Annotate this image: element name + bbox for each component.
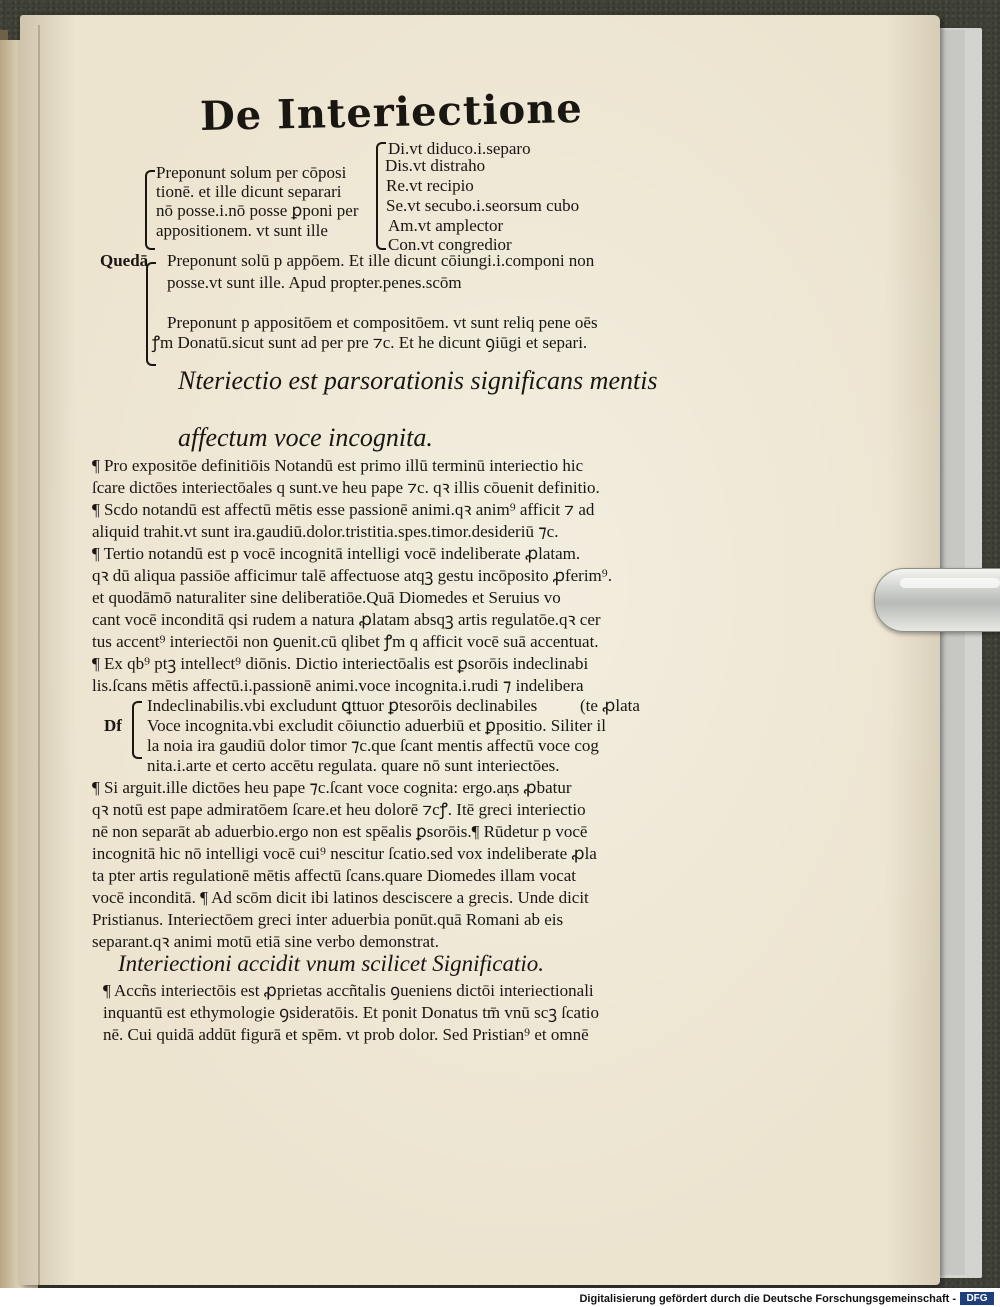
text-line: tionē. et ille dicunt separari [156, 182, 342, 201]
prefix-line: Di.vt diduco.i.separo [388, 139, 531, 158]
body-line: cant vocē inconditā qsi rudem a natura ꝓlatam absqꝫ artis regulatōe.qꝛ cer [92, 610, 601, 629]
body-line: inquantū est ethymologie ꝯsideratōis. Et ponit Donatus tm̄ vnū scꝫ ſcatio [103, 1003, 600, 1022]
body-line: ¶ Tertio notandū est p vocē incognitā intelligi vocē indeliberate ꝓlatam. [92, 544, 581, 563]
body-line: ¶ Ex qb⁹ ptꝫ intellect⁹ diōnis. Dictio interiectōalis est ꝑsorōis indeclinabi [92, 654, 589, 673]
text-line: Preponunt solum per cōposi [156, 163, 347, 182]
text-line: posse.vt sunt ille. Apud propter.penes.scōm [167, 273, 462, 292]
text-line: Preponunt solū p appōem. Et ille dicunt cōiungi.i.componi non [167, 251, 595, 270]
bracket-line: Indeclinabilis.vbi excludunt ꝗttuor ꝑtesorōis declinabiles [147, 696, 538, 715]
body-line: vocē inconditā. ¶ Ad scōm dicit ibi latinos desciscere a grecis. Unde dicit [92, 888, 589, 907]
bracket-line: la noia ira gaudiū dolor timor ⁊c.que ſcant mentis affectū voce cog [147, 736, 599, 755]
prefix-line: Dis.vt distraho [385, 156, 486, 175]
dfg-logo: DFG [960, 1292, 994, 1305]
funding-credit: Digitalisierung gefördert durch die Deutsche Forschungsgemeinschaft - [579, 1293, 956, 1305]
body-line: Pristianus. Interiectōem greci inter aduerbia ponūt.quā Romani ab eis [92, 910, 564, 929]
text-line: ꝭm Donatū.sicut sunt ad per pre ⁊c. Et he dicunt ꝯiūgi et separi. [152, 333, 588, 352]
body-line: nē non separāt ab aduerbio.ergo non est spēalis ꝑsorōis.¶ Rūdetur p vocē [92, 822, 588, 841]
definition-heading-cont: affectum voce incognita. [178, 423, 433, 452]
prefix-brace [376, 142, 386, 250]
page-title: De Interiectione [199, 84, 584, 141]
body-line: qꝛ notū est pape admiratōem ſcare.et heu dolorē ⁊cꝭ. Itē greci interiectio [92, 800, 586, 819]
bracket-line: Voce incognita.vbi excludit cōiunctio aduerbiū et ꝑpositio. Siliter il [147, 716, 606, 735]
definition-heading: Nteriectio est parsorationis significans mentis [178, 366, 658, 395]
body-line: tus accent⁹ interiectōi non ꝯuenit.cū qlibet ꝭm q afficit vocē suā accentuat. [92, 632, 599, 651]
body-line: lis.ſcans mētis affectū.i.passionē animi.voce incognita.i.rudi ⁊ indelibera [92, 676, 584, 695]
side-label-queda: Quedā [100, 251, 149, 270]
body-line: ¶ Si arguit.ille dictōes heu pape ⁊c.ſcant voce cognita: ergo.aņs ꝓbatur [92, 778, 572, 797]
prefix-line: Con.vt congredior [388, 235, 512, 254]
body-line: ta pter artis regulationē mētis affectū ſcans.quare Diomedes illam vocat [92, 866, 577, 885]
text-line: nō posse.i.nō posse ꝑponi per [156, 201, 359, 220]
text-line: appositionem. vt sunt ille [156, 221, 328, 240]
body-line: separant.qꝛ animi motū etiā sine verbo demonstrat. [92, 932, 440, 951]
continuation-note: (te ꝓlata [580, 696, 640, 715]
page-gutter [38, 25, 40, 1285]
body-line: ſcare dictōes interiectōales q sunt.ve heu pape ⁊c. qꝛ illis cōuenit definitio. [92, 478, 600, 497]
body-line: ¶ Accñs interiectōis est ꝓprietas accñtalis ꝯueniens dictōi interiectionali [103, 981, 594, 1000]
prefix-line: Re.vt recipio [386, 176, 474, 195]
section-heading: Interiectioni accidit vnum scilicet Significatio. [118, 951, 545, 976]
body-line: incognitā hic nō intelligi vocē cui⁹ nescitur ſcatio.sed vox indeliberate ꝓla [92, 844, 597, 863]
text-line: Preponunt p appositōem et compositōem. vt sunt reliq pene oēs [167, 313, 598, 332]
page-clip-shine [900, 578, 1000, 588]
body-line: nē. Cui quidā addūt figurā et spēm. vt prob dolor. Sed Pristian⁹ et omnē [103, 1025, 589, 1044]
body-line: et quodāmō naturaliter sine deliberatiōe.Quā Diomedes et Seruius vo [92, 588, 561, 607]
prefix-line: Am.vt amplector [388, 216, 504, 235]
bracket-line: nita.i.arte et certo accētu regulata. quare nō sunt interiectōes. [147, 756, 560, 775]
upper-brace [145, 170, 155, 250]
side-label-df: Df [104, 716, 122, 735]
body-line: aliquid trahit.vt sunt ira.gaudiū.dolor.tristitia.spes.timor.desideriū ⁊c. [92, 522, 559, 541]
df-brace [132, 701, 142, 759]
body-line: ¶ Pro expositōe definitiōis Notandū est primo illū terminū interiectio hic [92, 456, 584, 475]
body-line: ¶ Scdo notandū est affectū mētis esse passionē animi.qꝛ anim⁹ afficit ⁊ ad [92, 500, 595, 519]
prefix-line: Se.vt secubo.i.seorsum cubo [386, 196, 580, 215]
body-line: qꝛ dū aliqua passiōe afficimur talē affectuose atqꝫ gestu incōposito ꝓferim⁹. [92, 566, 612, 585]
